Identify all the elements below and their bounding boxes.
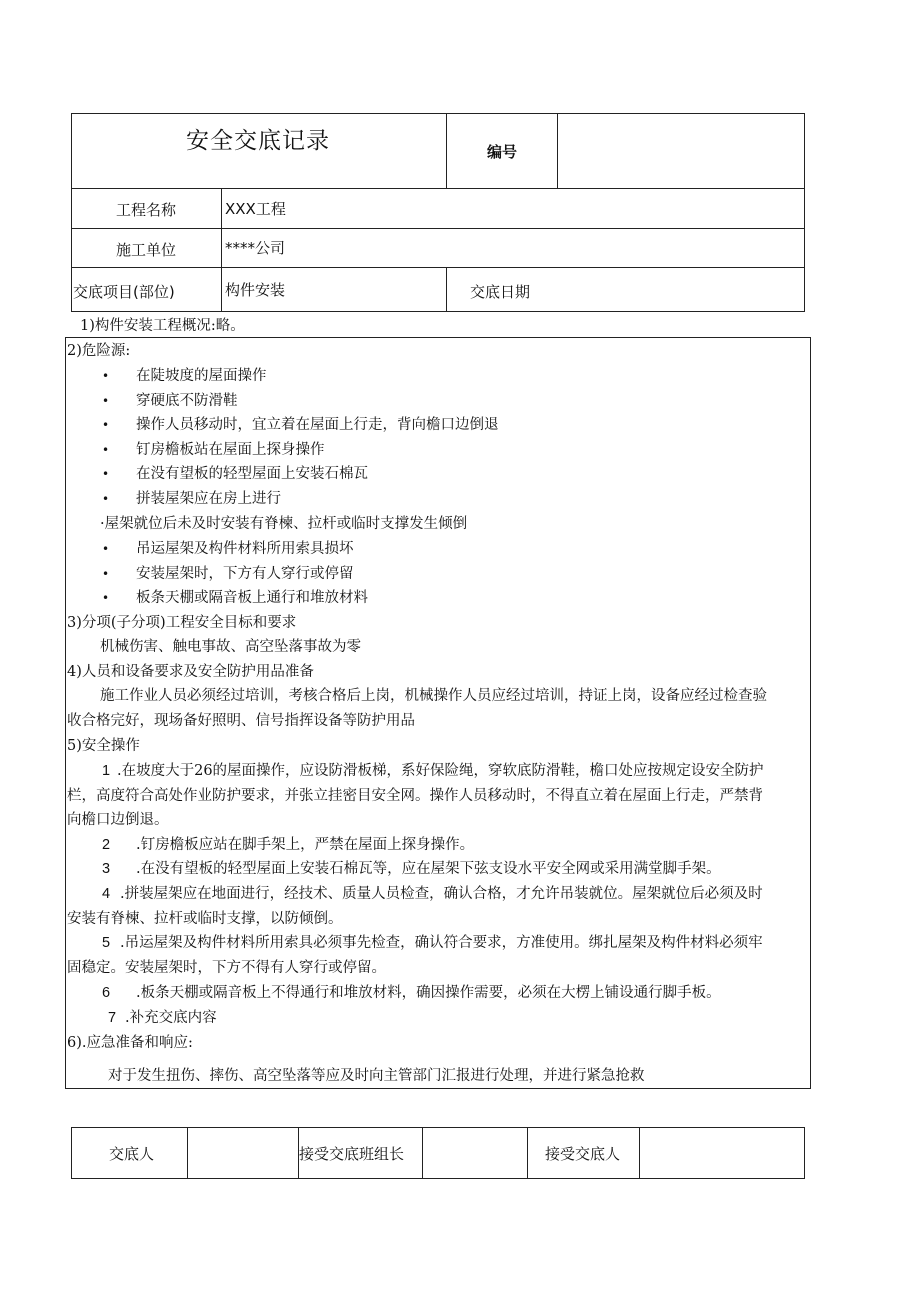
op-number: 6 bbox=[102, 985, 111, 1001]
contractor-value-cell[interactable] bbox=[221, 228, 805, 268]
op-number: 7 bbox=[108, 1010, 117, 1026]
contractor-label: 施工单位 bbox=[116, 241, 177, 259]
bullet-icon: • bbox=[102, 591, 110, 605]
goal-text: 机械伤害、触电事故、高空坠落事故为零 bbox=[100, 639, 361, 655]
hazard-item: 在陡坡度的屋面操作 bbox=[136, 368, 267, 384]
op-line: .吊运屋架及构件材料所用索具必须事先检查，确认符合要求，方准使用。绑扎屋架及构件材料必须牢 bbox=[120, 935, 763, 951]
op-line: 向檐口边倒退。 bbox=[67, 812, 169, 828]
hazard-item-special: ·屋架就位后未及时安装有脊楝、拉杆或临时支撑发生倾倒 bbox=[100, 516, 468, 532]
bullet-icon: • bbox=[102, 467, 110, 481]
discloser-label: 交底人 bbox=[109, 1145, 155, 1163]
bullet-icon: • bbox=[102, 542, 110, 556]
hazards-title: 2)危险源: bbox=[67, 343, 131, 359]
hazard-item: 穿硬底不防滑鞋 bbox=[136, 393, 238, 409]
project-name-value-cell[interactable] bbox=[221, 188, 805, 229]
page-title: 安全交底记录 bbox=[186, 128, 330, 154]
bullet-icon: • bbox=[102, 443, 110, 457]
contractor-value: ****公司 bbox=[225, 239, 286, 257]
requirements-title: 4)人员和设备要求及安全防护用品准备 bbox=[67, 664, 314, 680]
op-number: 4 bbox=[102, 886, 111, 902]
team-leader-value-cell[interactable] bbox=[422, 1127, 528, 1179]
op-line: .板条天棚或隔音板上不得通行和堆放材料，确因操作需要，必须在大楞上铺设通行脚手板。 bbox=[136, 985, 721, 1001]
op-number: 1 bbox=[102, 763, 111, 779]
hazard-item: 安装屋架时，下方有人穿行或停留 bbox=[136, 566, 354, 582]
date-label: 交底日期 bbox=[470, 283, 531, 301]
item-value: 构件安装 bbox=[225, 281, 286, 299]
requirements-line: 收合格完好，现场备好照明、信号指挥设备等防护用品 bbox=[67, 713, 415, 729]
hazard-item: 吊运屋架及构件材料所用索具损坏 bbox=[136, 541, 354, 557]
overview-line: 1)构件安装工程概况:略。 bbox=[80, 318, 245, 334]
goal-title: 3)分项(子分项)工程安全目标和要求 bbox=[67, 615, 297, 631]
discloser-value-cell[interactable] bbox=[187, 1127, 299, 1179]
hazard-item: 拼装屋架应在房上进行 bbox=[136, 491, 281, 507]
bullet-icon: • bbox=[102, 394, 110, 408]
team-leader-label: 接受交底班组长 bbox=[299, 1145, 405, 1163]
op-line: 安装有脊楝、拉杆或临时支撑，以防倾倒。 bbox=[67, 911, 343, 927]
bullet-icon: • bbox=[102, 418, 110, 432]
bullet-icon: • bbox=[102, 369, 110, 383]
number-label: 编号 bbox=[487, 143, 518, 161]
bullet-icon: • bbox=[102, 567, 110, 581]
operations-title: 5)安全操作 bbox=[67, 738, 140, 754]
op-number: 2 bbox=[102, 837, 111, 853]
op-line: 固稳定。安装屋架时，下方不得有人穿行或停留。 bbox=[67, 960, 386, 976]
requirements-line: 施工作业人员必须经过培训，考核合格后上岗，机械操作人员应经过培训，持证上岗，设备应经过检查验 bbox=[100, 688, 767, 704]
number-value-cell[interactable] bbox=[557, 113, 805, 189]
project-name-value: XXX工程 bbox=[225, 200, 286, 218]
bullet-icon: • bbox=[102, 492, 110, 506]
op-line: .钉房檐板应站在脚手架上，严禁在屋面上探身操作。 bbox=[136, 837, 475, 853]
hazard-item: 钉房檐板站在屋面上探身操作 bbox=[136, 442, 325, 458]
emergency-title: 6).应急准备和响应: bbox=[67, 1035, 193, 1051]
op-number: 5 bbox=[102, 935, 111, 951]
project-name-label: 工程名称 bbox=[116, 201, 177, 219]
hazard-item: 板条天棚或隔音板上通行和堆放材料 bbox=[136, 590, 368, 606]
emergency-text: 对于发生扭伤、摔伤、高空坠落等应及时向主管部门汇报进行处理，并进行紧急抢救 bbox=[108, 1068, 645, 1084]
op-number: 3 bbox=[102, 861, 111, 877]
op-line: 栏，高度符合高处作业防护要求，并张立挂密目安全网。操作人员移动时，不得直立着在屋面上行走，严禁背 bbox=[67, 788, 763, 804]
op-line: .拼装屋架应在地面进行，经技术、质量人员检查，确认合格，才允许吊装就位。屋架就位后必须及时 bbox=[120, 886, 763, 902]
hazard-item: 操作人员移动时，宜立着在屋面上行走，背向檐口边倒退 bbox=[136, 417, 499, 433]
op-line: .在没有望板的轻型屋面上安装石棉瓦等，应在屋架下弦支设水平安全网或采用满堂脚手架。 bbox=[136, 861, 721, 877]
receiver-value-cell[interactable] bbox=[639, 1127, 805, 1179]
op-line: .补充交底内容 bbox=[125, 1010, 217, 1026]
receiver-label: 接受交底人 bbox=[545, 1145, 621, 1163]
hazard-item: 在没有望板的轻型屋面上安装石棉瓦 bbox=[136, 466, 368, 482]
op-line: .在坡度大于26的屋面操作，应设防滑板梯，系好保险绳，穿软底防滑鞋，檐口处应按规定设安全防护 bbox=[117, 763, 764, 779]
item-label: 交底项目(部位) bbox=[73, 283, 175, 301]
